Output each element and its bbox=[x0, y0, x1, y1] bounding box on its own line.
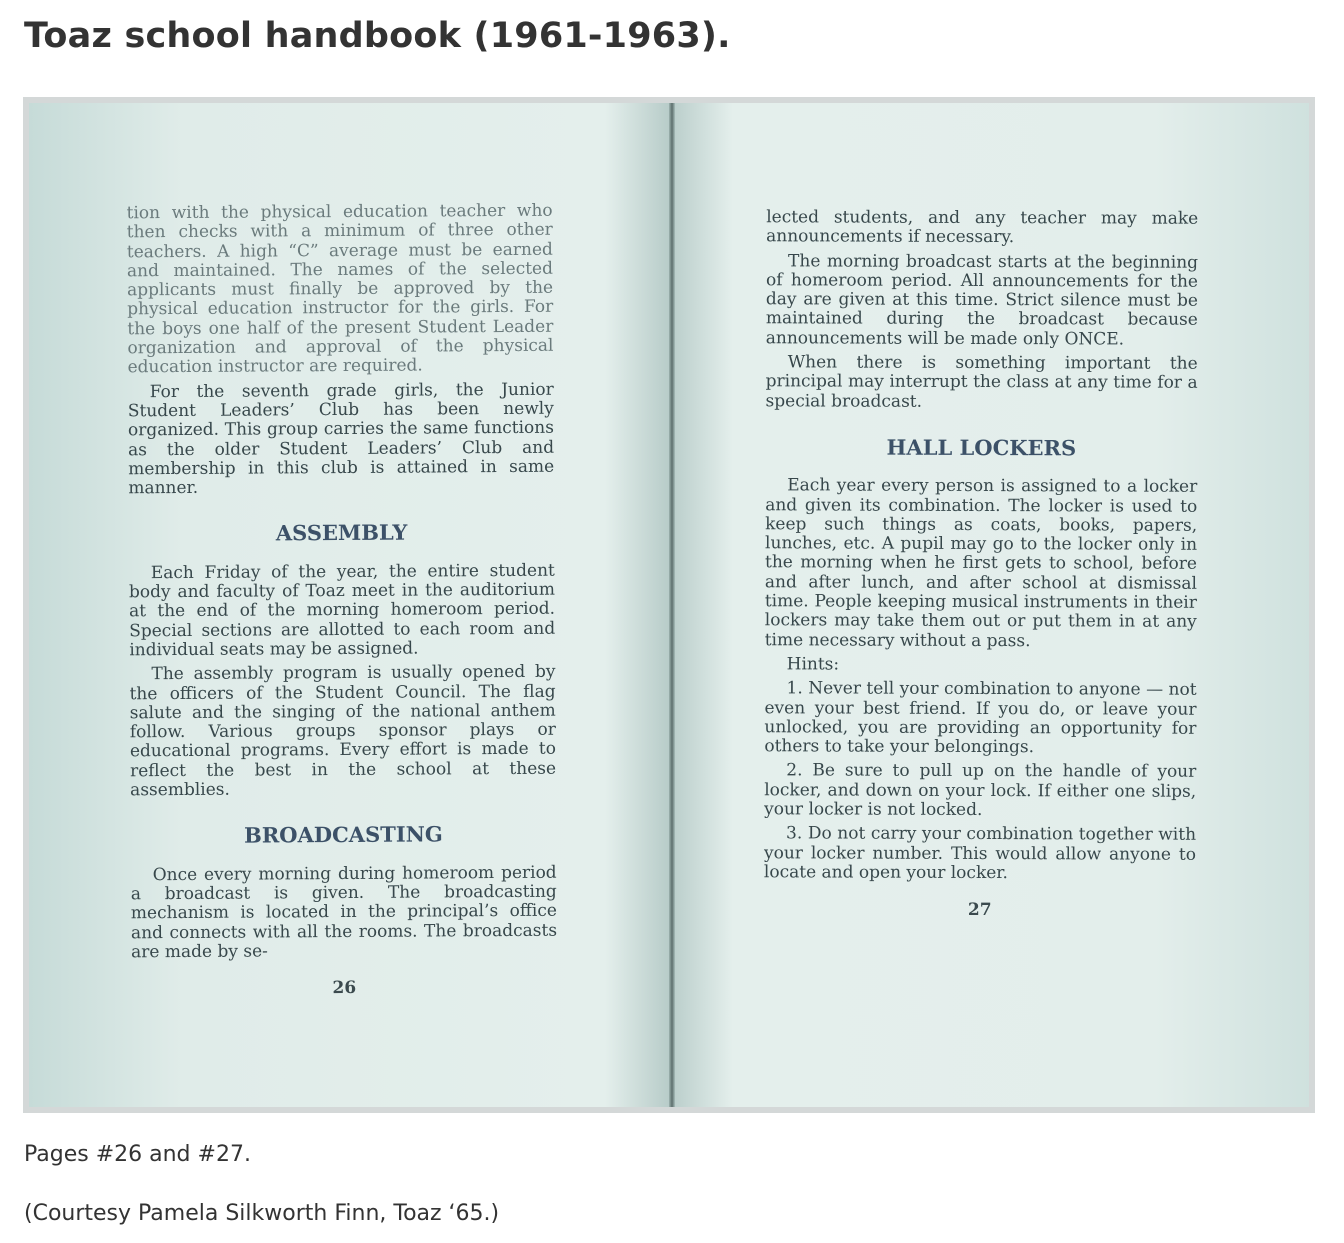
hint-item: 1. Never tell your combination to anyone — not even your best friend. If you do, or leave your unlocked, you are providing an opportunity for others to take your belongings. bbox=[764, 678, 1197, 758]
photo-credit: (Courtesy Pamela Silkworth Finn, Toaz ‘65.) bbox=[24, 1201, 500, 1226]
left-page bbox=[127, 202, 558, 1000]
photo-caption: Pages #26 and #27. bbox=[24, 1142, 251, 1167]
hints-label: Hints: bbox=[786, 654, 840, 675]
right-paragraph-2: The morning broadcast starts at the beginning of homeroom period. All announcements for the day are given at this time. Strict silence must be maintained during the broadcast because announcements will be made only ONCE. bbox=[765, 250, 1199, 350]
hint-item: 2. Be sure to pull up on the handle of your locker, and down on your lock. If either one slips, your locker is not locked. bbox=[764, 760, 1197, 821]
handbook-photo bbox=[23, 97, 1315, 1113]
right-page bbox=[764, 208, 1198, 921]
broadcasting-heading: BROADCASTING bbox=[243, 821, 443, 848]
right-paragraph-4: Each year every person is assigned to a locker and given its combination. The locker is used to keep such things as coats, books, papers, lunches, etc. A pupil may go to the locker only in the morning when he first gets to school, before and after lunch, and after school at dismissal time. People keeping musical instruments in their lockers may take them out or put them in at any time necessary without a pass. bbox=[764, 475, 1198, 651]
left-paragraph-1: tion with the physical education teacher who then checks with a minimum of three other teachers. A high “C” average must be earned and maintained. The names of the selected applicants must finally be approved by the physical education instructor for the girls. For the boys one half of the present Student Leader organization and approval of the physical education instructor are required. bbox=[126, 200, 554, 378]
right-paragraph-3: When there is something important the principal may interrupt the class at any time for a special broadcast. bbox=[765, 352, 1198, 412]
left-paragraph-2: For the seventh grade girls, the Junior Student Leaders’ Club has been newly organized. This group carries the same functions as the older Student Leaders’ Club and membership in this club is attained in same manner. bbox=[127, 379, 555, 499]
assembly-heading: ASSEMBLY bbox=[275, 520, 408, 546]
left-paragraph-5: Once every morning during homeroom period a broadcast is given. The broadcasting mechanism is located in the principal’s office and connects with all the rooms. The broadcasts are made by se- bbox=[130, 862, 558, 963]
page-title: Toaz school handbook (1961-1963). bbox=[24, 16, 731, 56]
left-paragraph-4: The assembly program is usually opened by the officers of the Student Council. The flag salute and the singing of the national anthem follow. Various groups sponsor plays or educational programs. Every effort is made to reflect the best in the school at these assemblies. bbox=[129, 661, 557, 801]
left-paragraph-3: Each Friday of the year, the entire student body and faculty of Toaz meet in the auditorium at the end of the morning homeroom period. Special sections are allotted to each room and individual seats may be assigned. bbox=[128, 560, 556, 661]
hint-item: 3. Do not carry your combination together with your locker number. This would allow anyone to locate and open your locker. bbox=[763, 823, 1197, 884]
right-paragraph-1: lected students, and any teacher may make announcements if necessary. bbox=[766, 207, 1199, 248]
page-number-right: 27 bbox=[967, 900, 992, 921]
book-spine bbox=[669, 103, 675, 1107]
hall-lockers-heading: HALL LOCKERS bbox=[886, 434, 1077, 461]
hints-list bbox=[764, 679, 1197, 883]
page-number-left: 26 bbox=[332, 978, 357, 999]
